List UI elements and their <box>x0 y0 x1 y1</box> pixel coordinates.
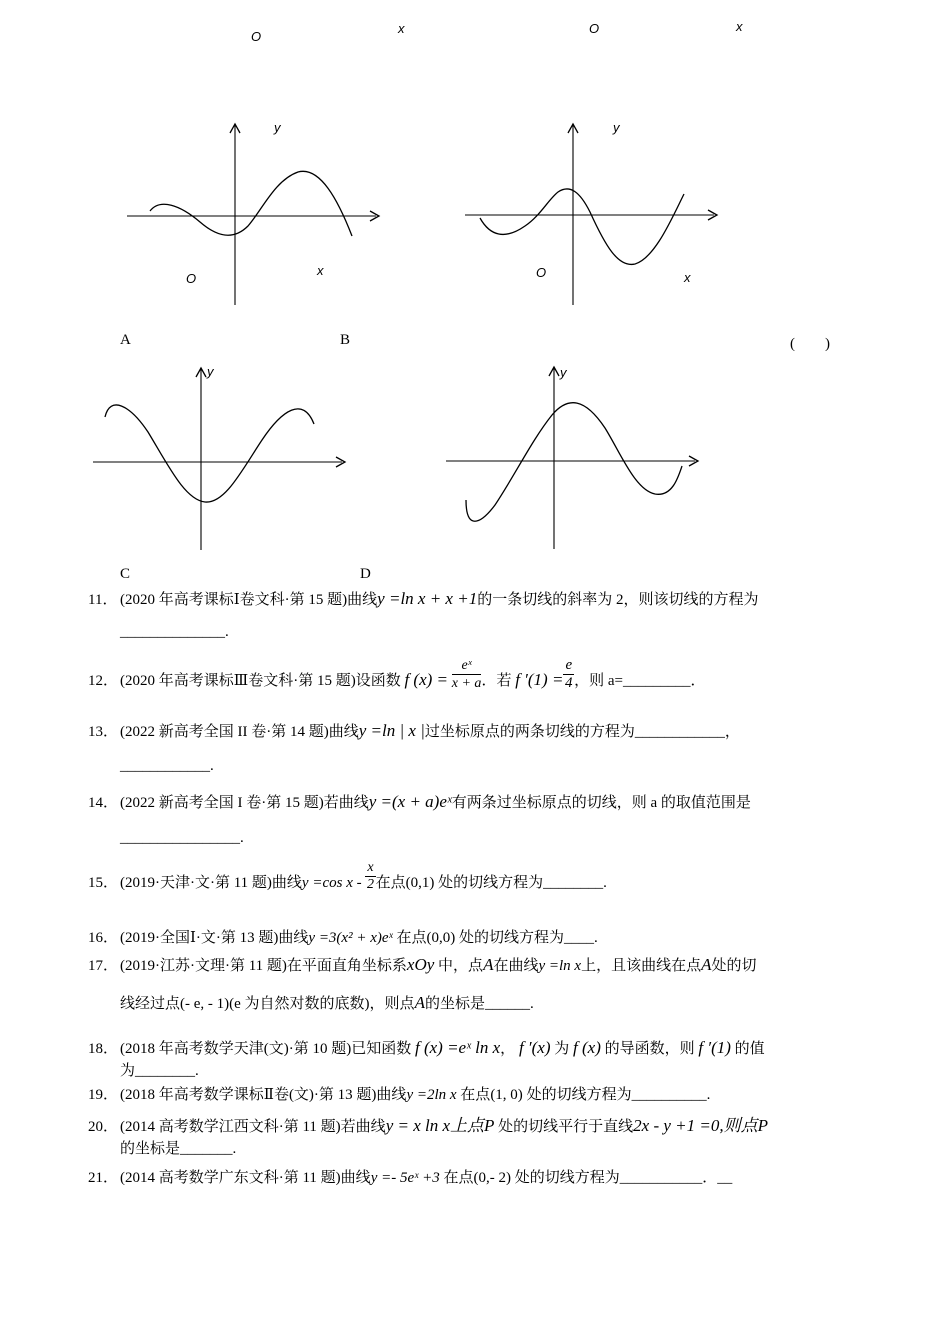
question-13 <box>88 721 740 742</box>
question-text: (2022 新高考全国 II 卷·第 14 题)曲线 <box>120 724 359 740</box>
fraction <box>365 860 375 893</box>
formula: (0,1) <box>405 875 435 891</box>
question-number: 21． <box>88 1170 119 1186</box>
question-text: (2018 年高考数学天津(文)·第 10 题)已知函数 <box>120 1041 412 1057</box>
formula: (- e, - 1) <box>180 996 230 1012</box>
formula: f ′(1) <box>698 1038 731 1057</box>
question-text: (2019·天津·文·第 11 题)曲线 <box>120 875 302 891</box>
formula: A <box>701 955 712 974</box>
question-text: 处的切 <box>711 958 757 974</box>
formula: y =2ln x <box>406 1087 457 1103</box>
answer-blank: ____________. <box>120 758 214 774</box>
question-number: 19． <box>88 1087 119 1103</box>
graph-a-x-label: x <box>317 263 324 278</box>
prev-graph-x-label: x <box>736 19 743 34</box>
formula: y =3(x² + x)eˣ <box>308 930 393 946</box>
formula: y =ln x <box>538 958 582 974</box>
question-text: 的值 <box>734 1041 765 1057</box>
question-text: 有两条过坐标原点的切线，则 a 的取值范围是 <box>451 795 751 811</box>
denominator: 4 <box>565 675 573 692</box>
question-text: 的一条切线的斜率为 2，则该切线的方程为 <box>477 592 759 608</box>
question-number: 14． <box>88 795 119 811</box>
formula: 2x - y +1 =0,则点P <box>633 1116 769 1135</box>
prev-graph-origin-label: O <box>251 29 262 44</box>
graph-c-option-label: C <box>120 566 131 582</box>
question-text: 为 <box>554 1041 570 1057</box>
question-text: 在点 <box>396 930 427 946</box>
question-text: 在点 <box>375 875 406 891</box>
formula: (0,- 2) <box>473 1170 511 1186</box>
question-text: 上，且该曲线在点 <box>581 958 702 974</box>
question-text: ， <box>500 1041 516 1057</box>
question-19 <box>88 1085 710 1105</box>
question-15 <box>88 860 607 893</box>
formula: f (x) = <box>404 670 449 689</box>
answer-blank: 为________. <box>120 1063 199 1079</box>
formula: (0,0) <box>426 930 456 946</box>
question-14 <box>88 792 751 813</box>
question-text: 中，点 <box>438 958 484 974</box>
question-number: 12． <box>88 673 119 689</box>
question-text: 处的切线方程为____. <box>459 930 598 946</box>
formula: f ′(x) <box>518 1038 551 1057</box>
question-text: ．若 <box>481 673 512 689</box>
question-text: (2018 年高考数学课标Ⅱ卷(文)·第 13 题)曲线 <box>120 1087 407 1103</box>
answer-blank: ________________. <box>120 830 244 846</box>
numerator: eˣ <box>452 657 482 675</box>
question-text: (e 为自然对数的底数)，则点 <box>229 996 415 1012</box>
question-text: 在点 <box>443 1170 474 1186</box>
question-text: ，则 a=_________． <box>574 673 706 689</box>
question-text: 线经过点 <box>120 996 181 1012</box>
question-text: 处的切线方程为__________. <box>526 1087 711 1103</box>
question-number: 20． <box>88 1119 119 1135</box>
question-number: 13． <box>88 724 119 740</box>
prev-graph-x-label: x <box>398 21 405 36</box>
question-number: 11． <box>88 592 118 608</box>
question-18 <box>88 1038 765 1059</box>
graph-d-option-label: D <box>360 566 371 582</box>
question-text: 在点 <box>460 1087 491 1103</box>
question-number: 16． <box>88 930 119 946</box>
question-text: 在曲线 <box>493 958 539 974</box>
question-text: (2019·全国Ⅰ·文·第 13 题)曲线 <box>120 930 309 946</box>
question-text: (2014 高考数学江西文科·第 11 题)若曲线 <box>120 1119 386 1135</box>
denominator: 2 <box>366 877 374 893</box>
question-number: 17． <box>88 958 119 974</box>
numerator: e <box>565 657 573 674</box>
formula: y =ln x + x +1 <box>377 589 478 608</box>
numerator: x <box>367 860 374 876</box>
question-text: 过坐标原点的两条切线的方程为____________， <box>424 724 740 740</box>
graph-a-option-label: A <box>120 332 131 348</box>
answer-bracket: ( ) <box>790 336 830 352</box>
question-text: (2014 高考数学广东文科·第 11 题)曲线 <box>120 1170 371 1186</box>
formula: y =- 5eˣ +3 <box>370 1170 440 1186</box>
answer-blank: ______________. <box>120 624 229 640</box>
fraction <box>563 657 574 692</box>
denominator: x + a <box>451 676 482 692</box>
question-text: 处的切线方程为___________．__ <box>514 1170 733 1186</box>
question-21 <box>88 1168 732 1188</box>
question-text: (2019·江苏·文理·第 11 题)在平面直角坐标系 <box>120 958 407 974</box>
formula: y =ln | x | <box>358 721 425 740</box>
formula: y =cos x - <box>301 875 362 891</box>
question-text: (2020 年高考课标Ⅰ卷文科·第 15 题)曲线 <box>120 592 378 608</box>
formula: f (x) =eˣ ln x <box>414 1038 501 1057</box>
formula: y =(x + a)eˣ <box>368 792 452 811</box>
question-20 <box>88 1116 768 1137</box>
question-11 <box>88 589 758 610</box>
question-text: (2022 新高考全国 I 卷·第 15 题)若曲线 <box>120 795 369 811</box>
graph-a-origin-label: O <box>186 271 197 286</box>
question-text: 的导函数，则 <box>604 1041 695 1057</box>
graph-a-y-label: y <box>274 120 281 135</box>
formula: A <box>414 993 425 1012</box>
formula: f ′(1) = <box>515 670 564 689</box>
question-text: (2020 年高考课标Ⅲ卷文科·第 15 题)设函数 <box>120 673 401 689</box>
formula: f (x) <box>573 1038 601 1057</box>
question-17-continuation <box>120 992 534 1013</box>
formula: A <box>483 955 494 974</box>
fraction <box>452 657 482 692</box>
graph-b-origin-label: O <box>536 265 547 280</box>
graph-b-y-label: y <box>613 120 620 135</box>
graph-d-y-label: y <box>560 365 567 380</box>
question-20-continuation: 的坐标是_______. <box>120 1141 237 1157</box>
formula: xOy <box>406 955 435 974</box>
graph-c-y-label: y <box>207 364 214 379</box>
question-number: 18． <box>88 1041 119 1057</box>
question-text: 处的切线方程为________. <box>438 875 607 891</box>
question-16 <box>88 928 598 948</box>
question-text: 的坐标是______. <box>424 996 534 1012</box>
graph-b-x-label: x <box>684 270 691 285</box>
question-17 <box>88 955 757 976</box>
graph-b-option-label: B <box>340 332 351 348</box>
question-number: 15． <box>88 875 119 891</box>
formula: y = x ln x上点P <box>385 1116 495 1135</box>
question-text: 处的切线平行于直线 <box>498 1119 634 1135</box>
prev-graph-origin-label: O <box>589 21 600 36</box>
formula: (1, 0) <box>490 1087 523 1103</box>
question-12 <box>88 657 706 692</box>
